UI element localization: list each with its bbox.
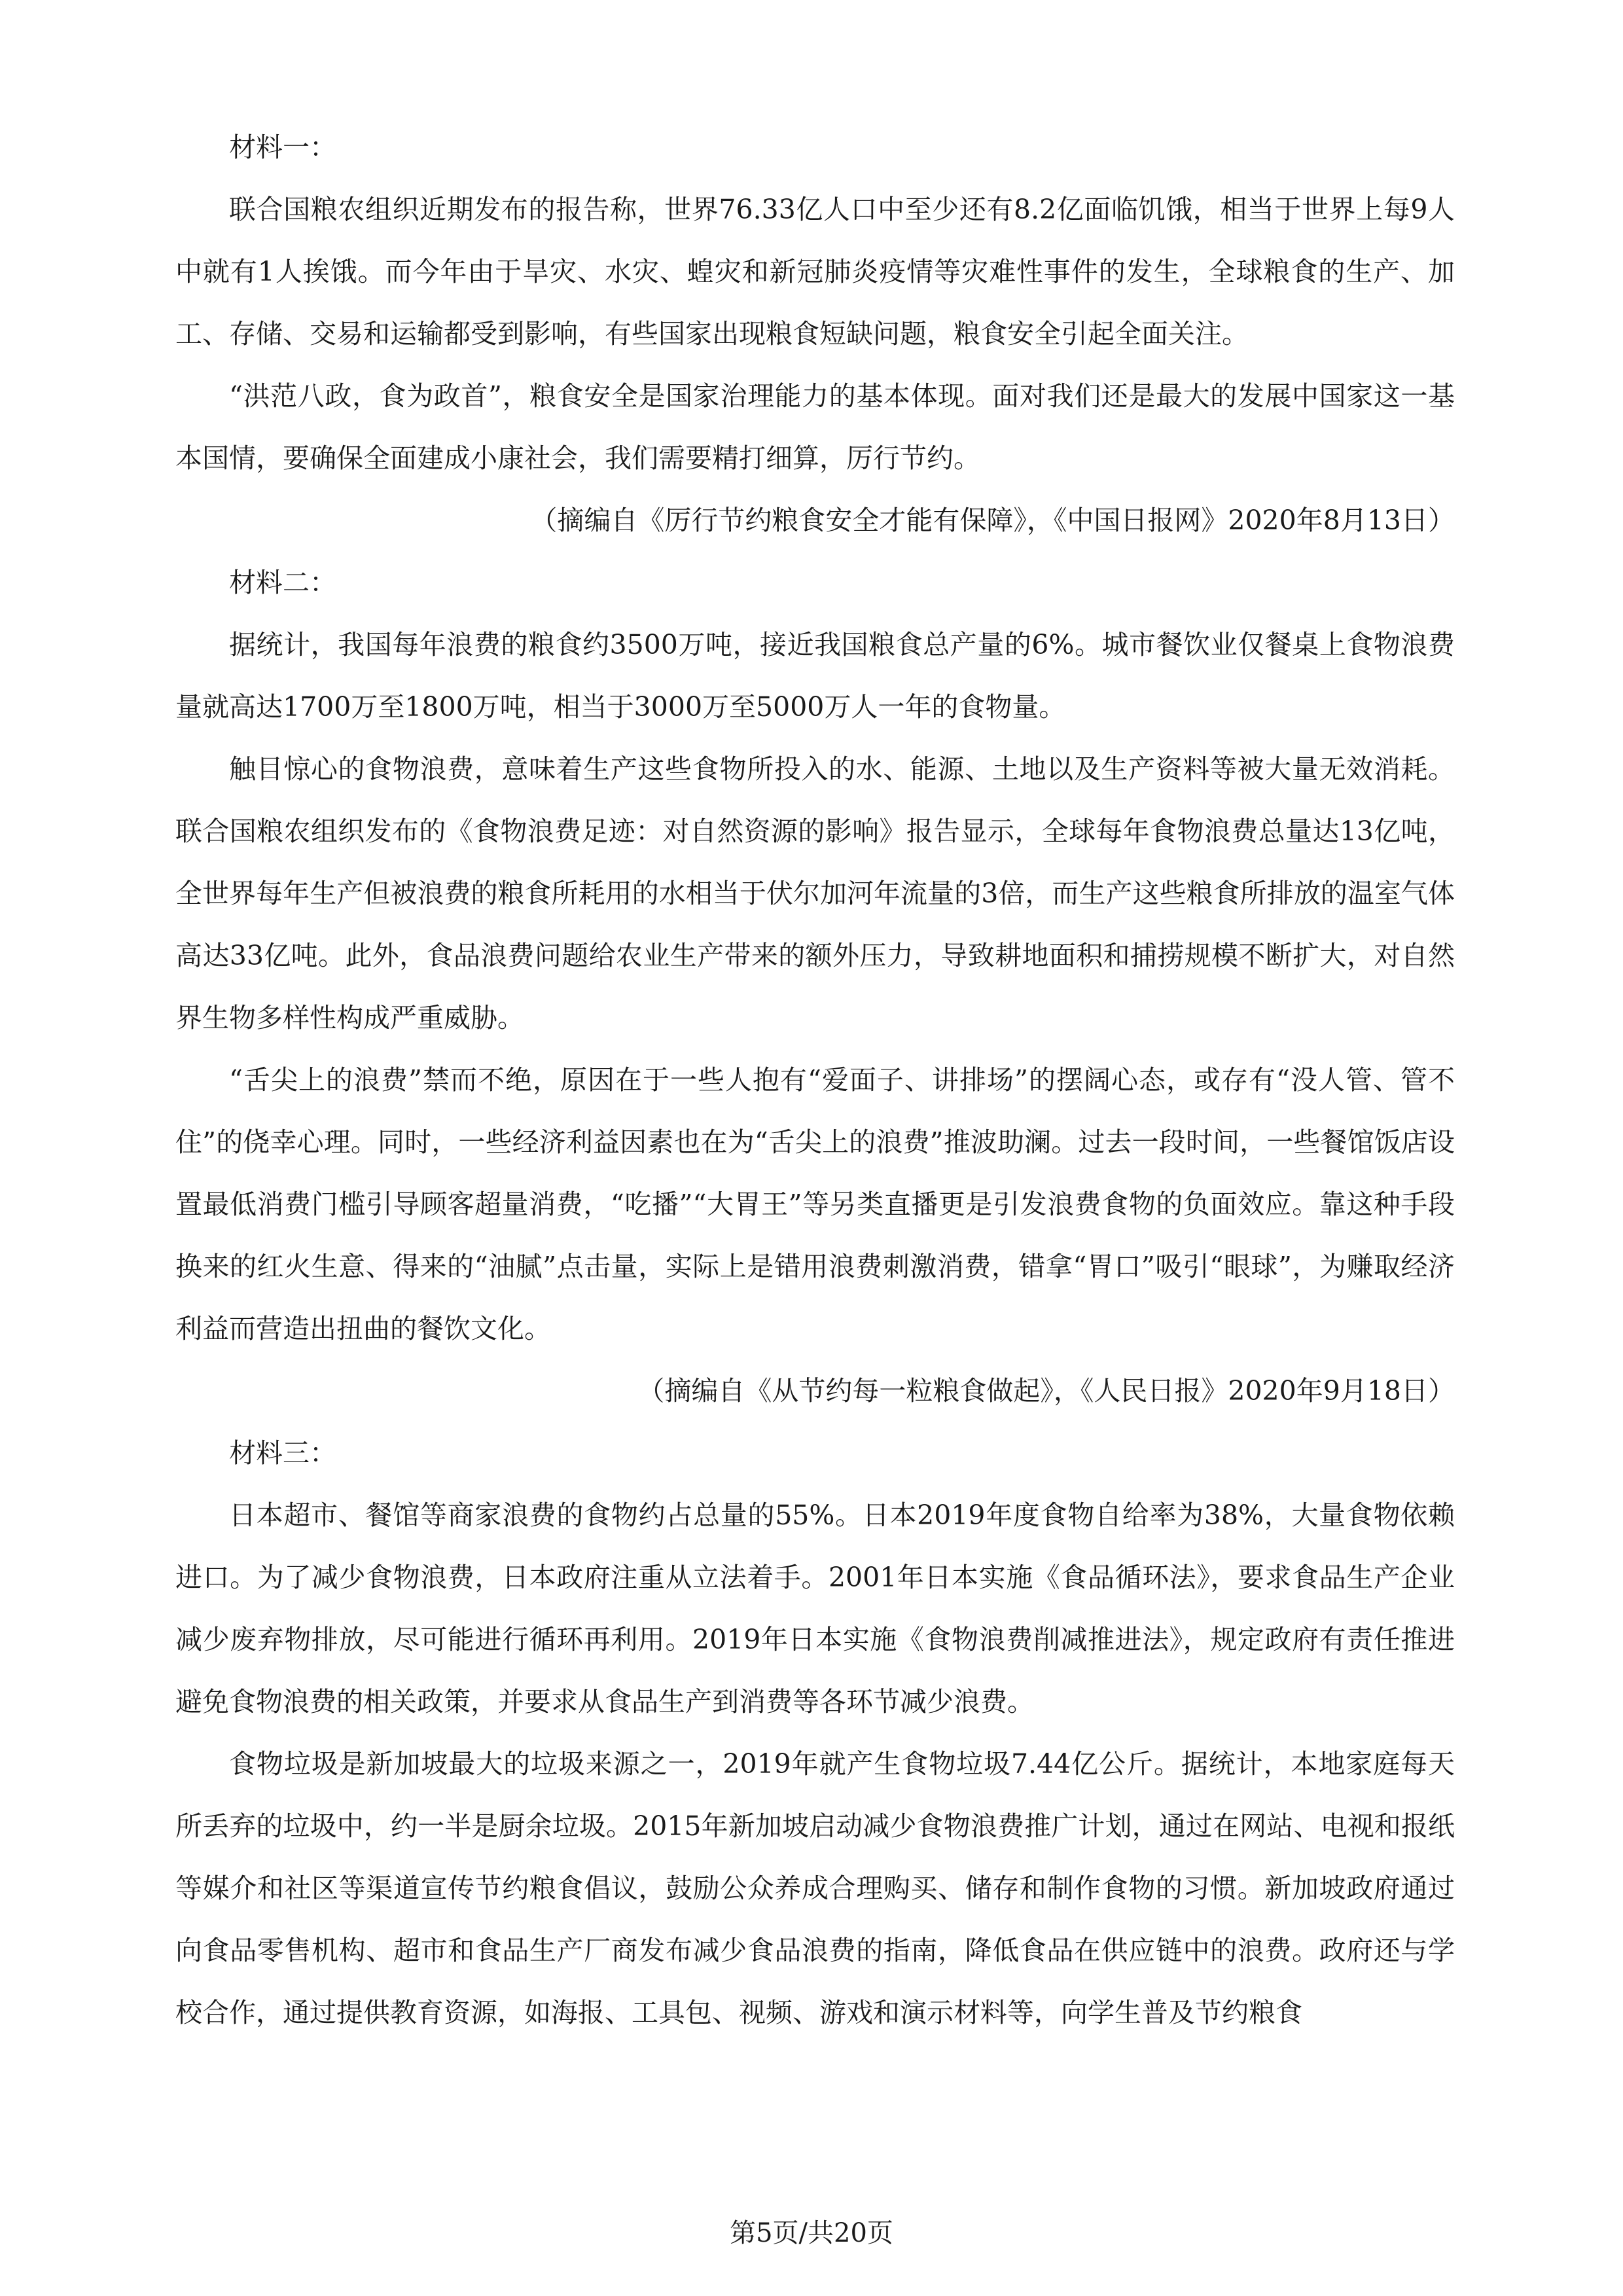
material-2-paragraph-3: “舌尖上的浪费”禁而不绝，原因在于一些人抱有“爱面子、讲排场”的摆阔心态，或存有“没人管、管不住”的侥幸心理。同时，一些经济利益因素也在为“舌尖上的浪费”推波助澜。过去一段时间，一些餐馆饭店设置最低消费门槛引导顾客超量消费，“吃播”“大胃王”等另类直播更是引发浪费食物的负面效应。靠这种手段换来的红火生意、得来的“油腻”点击量，实际上是错用浪费刺激消费，错拿“胃口”吸引“眼球”，为赚取经济利益而营造出扭曲的餐饮文化。 [175, 1064, 1455, 1344]
page-number-footer: 第5页/共20页 [730, 2218, 893, 2248]
document-body [175, 117, 1455, 2044]
material-2-paragraph-1: 据统计，我国每年浪费的粮食约3500万吨，接近我国粮食总产量的6%。城市餐饮业仅餐桌上食物浪费量就高达1700万至1800万吨，相当于3000万至5000万人一年的食物量。 [175, 629, 1455, 723]
material-1-source: （摘编自《厉行节约粮食安全才能有保障》，《中国日报网》2020年8月13日） [530, 505, 1455, 536]
material-3-paragraph-1: 日本超市、餐馆等商家浪费的食物约占总量的55%。日本2019年度食物自给率为38%，大量食物依赖进口。为了减少食物浪费，日本政府注重从立法着手。2001年日本实施《食品循环法》，要求食品生产企业减少废弃物排放，尽可能进行循环再利用。2019年日本实施《食物浪费削减推进法》，规定政府有责任推进避免食物浪费的相关政策，并要求从食品生产到消费等各环节减少浪费。 [175, 1499, 1455, 1717]
material-1-paragraph-2: “洪范八政，食为政首”，粮食安全是国家治理能力的基本体现。面对我们还是最大的发展中国家这一基本国情，要确保全面建成小康社会，我们需要精打细算，厉行节约。 [175, 380, 1455, 474]
material-3-heading: 材料三： [229, 1437, 336, 1469]
material-1-heading: 材料一： [229, 132, 336, 163]
material-1-paragraph-1: 联合国粮农组织近期发布的报告称，世界76.33亿人口中至少还有8.2亿面临饥饿，相当于世界上每9人中就有1人挨饿。而今年由于旱灾、水灾、蝗灾和新冠肺炎疫情等灾难性事件的发生，全球粮食的生产、加工、存储、交易和运输都受到影响，有些国家出现粮食短缺问题，粮食安全引起全面关注。 [175, 194, 1455, 350]
material-3-paragraph-2: 食物垃圾是新加坡最大的垃圾来源之一，2019年就产生食物垃圾7.44亿公斤。据统计，本地家庭每天所丢弃的垃圾中，约一半是厨余垃圾。2015年新加坡启动减少食物浪费推广计划，通过在网站、电视和报纸等媒介和社区等渠道宣传节约粮食倡议，鼓励公众养成合理购买、储存和制作食物的习惯。新加坡政府通过向食品零售机构、超市和食品生产厂商发布减少食品浪费的指南，降低食品在供应链中的浪费。政府还与学校合作，通过提供教育资源，如海报、工具包、视频、游戏和演示材料等，向学生普及节约粮食 [175, 1748, 1455, 2028]
material-2-source: （摘编自《从节约每一粒粮食做起》，《人民日报》2020年9月18日） [637, 1375, 1455, 1407]
material-2-heading: 材料二： [229, 567, 336, 598]
material-2-paragraph-2: 触目惊心的食物浪费，意味着生产这些食物所投入的水、能源、土地以及生产资料等被大量无效消耗。联合国粮农组织发布的《食物浪费足迹：对自然资源的影响》报告显示，全球每年食物浪费总量达13亿吨，全世界每年生产但被浪费的粮食所耗用的水相当于伏尔加河年流量的3倍，而生产这些粮食所排放的温室气体高达33亿吨。此外，食品浪费问题给农业生产带来的额外压力，导致耕地面积和捕捞规模不断扩大，对自然界生物多样性构成严重威胁。 [175, 753, 1455, 1033]
